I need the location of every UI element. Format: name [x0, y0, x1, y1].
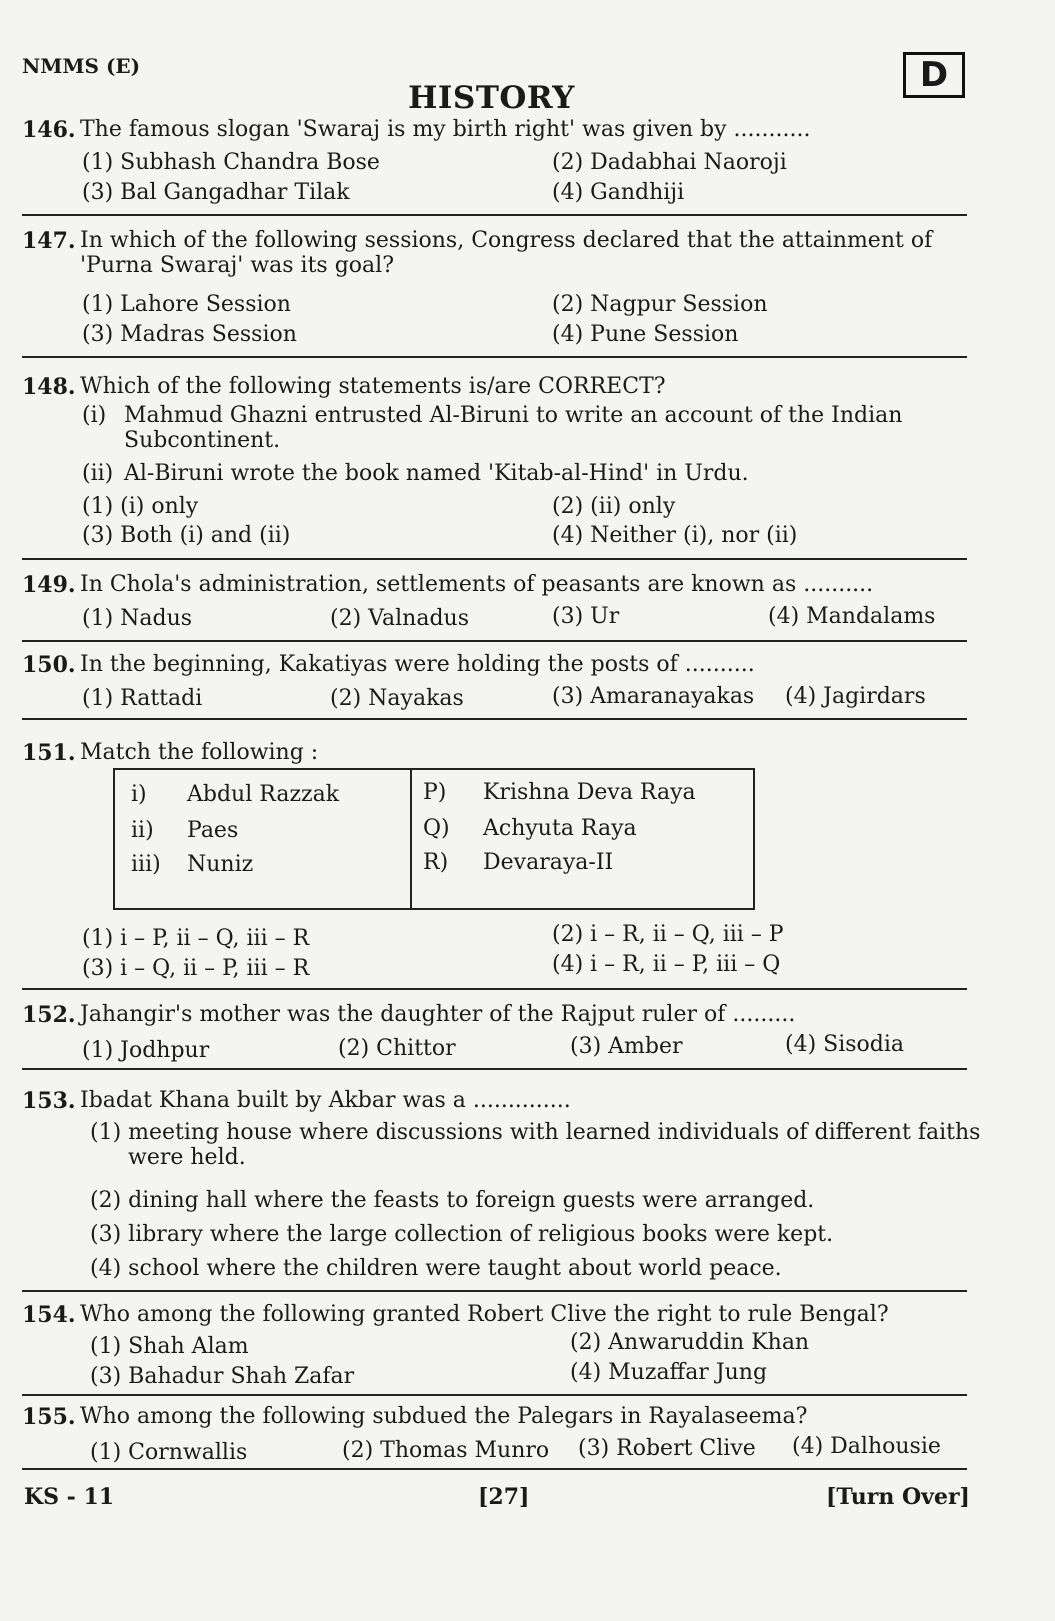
set-label: D [903, 52, 965, 98]
match-left-label: i) [131, 782, 147, 807]
question-text: Who among the following subdued the Palegars in Rayalaseema? [80, 1404, 808, 1429]
option-4: (4) Pune Session [552, 322, 739, 347]
option-1: (1) Cornwallis [90, 1440, 248, 1465]
option-4: (4) Neither (i), nor (ii) [552, 523, 798, 548]
question-147 [22, 228, 967, 278]
statement-label: (i) [82, 403, 107, 428]
option-3: (3) library where the large collection of religious books were kept. [90, 1222, 834, 1247]
divider [22, 1394, 967, 1396]
question-150 [22, 652, 967, 678]
question-text: Which of the following statements is/are CORRECT? [80, 374, 666, 399]
option-3: (3) Amber [570, 1034, 683, 1059]
question-number: 146. [22, 117, 76, 143]
option-1: (1) (i) only [82, 494, 199, 519]
option-1: (1) Shah Alam [90, 1334, 249, 1359]
option-4: (4) Jagirdars [785, 684, 926, 709]
match-right-text: Achyuta Raya [483, 816, 637, 841]
option-2: (2) Nayakas [330, 686, 464, 711]
question-number: 149. [22, 572, 76, 598]
option-4: (4) school where the children were taught about world peace. [90, 1256, 782, 1281]
divider [22, 558, 967, 560]
question-number: 155. [22, 1404, 76, 1430]
question-text: The famous slogan 'Swaraj is my birth right' was given by ........... [80, 117, 811, 142]
match-left-text: Nuniz [187, 852, 254, 877]
option-2: (2) Thomas Munro [342, 1438, 550, 1463]
question-155 [22, 1404, 967, 1430]
option-3: (3) Both (i) and (ii) [82, 523, 291, 548]
match-table [113, 768, 755, 910]
option-4: (4) i – R, ii – P, iii – Q [552, 952, 781, 977]
option-3: (3) Bahadur Shah Zafar [90, 1364, 355, 1389]
question-number: 150. [22, 652, 76, 678]
option-2: (2) Valnadus [330, 606, 470, 631]
question-151 [22, 740, 967, 766]
question-146 [22, 117, 967, 143]
divider [22, 1290, 967, 1292]
option-4: (4) Sisodia [785, 1032, 905, 1057]
question-number: 151. [22, 740, 76, 766]
option-1: (1) Lahore Session [82, 292, 291, 317]
match-left-text: Paes [187, 818, 239, 843]
turn-over-note: [Turn Over] [826, 1484, 970, 1510]
match-right-text: Krishna Deva Raya [483, 780, 696, 805]
option-2: (2) dining hall where the feasts to foreign guests were arranged. [90, 1188, 815, 1213]
divider [22, 1068, 967, 1070]
statement-ii [82, 461, 967, 486]
option-2: (2) Chittor [338, 1036, 456, 1061]
divider [22, 988, 967, 990]
option-2: (2) i – R, ii – Q, iii – P [552, 922, 784, 947]
question-148 [22, 374, 967, 400]
question-number: 147. [22, 228, 76, 254]
footer-code: KS - 11 [24, 1484, 115, 1510]
question-text: In which of the following sessions, Congress declared that the attainment of 'Purna Swaraj' was its goal? [80, 228, 933, 278]
question-text: Jahangir's mother was the daughter of the Rajput ruler of ......... [80, 1002, 796, 1027]
option-1: (1) Nadus [82, 606, 193, 631]
divider [22, 640, 967, 642]
question-text: Match the following : [80, 740, 319, 765]
option-2: (2) Dadabhai Naoroji [552, 150, 787, 175]
option-3: (3) Ur [552, 604, 620, 629]
question-149 [22, 572, 967, 598]
question-number: 152. [22, 1002, 76, 1028]
divider [22, 356, 967, 358]
match-left-label: iii) [131, 852, 161, 877]
question-154 [22, 1302, 967, 1328]
option-4: (4) Muzaffar Jung [570, 1360, 768, 1385]
option-4: (4) Dalhousie [792, 1434, 941, 1459]
option-3: (3) Bal Gangadhar Tilak [82, 180, 350, 205]
option-4: (4) Mandalams [768, 604, 936, 629]
statement-text: Al-Biruni wrote the book named 'Kitab-al-Hind' in Urdu. [124, 461, 749, 486]
option-2: (2) (ii) only [552, 494, 676, 519]
question-text: In the beginning, Kakatiyas were holding the posts of .......... [80, 652, 755, 677]
match-right-label: Q) [423, 816, 450, 841]
option-3: (3) Amaranayakas [552, 684, 755, 709]
option-3: (3) Madras Session [82, 322, 297, 347]
question-number: 154. [22, 1302, 76, 1328]
match-right-label: R) [423, 850, 449, 875]
question-text: Who among the following granted Robert Clive the right to rule Bengal? [80, 1302, 889, 1327]
option-2: (2) Anwaruddin Khan [570, 1330, 810, 1355]
option-1: (1) Rattadi [82, 686, 203, 711]
option-1: (1) Subhash Chandra Bose [82, 150, 380, 175]
question-number: 153. [22, 1088, 76, 1114]
divider [22, 718, 967, 720]
statement-label: (ii) [82, 461, 114, 486]
section-title: HISTORY [408, 80, 575, 116]
option-1: (1) i – P, ii – Q, iii – R [82, 926, 310, 951]
option-3: (3) Robert Clive [578, 1436, 756, 1461]
statement-text: Mahmud Ghazni entrusted Al-Biruni to write an account of the Indian Subcontinent. [124, 403, 903, 453]
match-left-label: ii) [131, 818, 154, 843]
question-text: In Chola's administration, settlements of peasants are known as .......... [80, 572, 874, 597]
exam-code: NMMS (E) [22, 54, 141, 78]
option-1: (1) meeting house where discussions with learned individuals of different faiths were held. [90, 1120, 981, 1170]
question-text: Ibadat Khana built by Akbar was a .............. [80, 1088, 571, 1113]
question-153 [22, 1088, 967, 1114]
match-right-text: Devaraya-II [483, 850, 614, 875]
match-left-text: Abdul Razzak [187, 782, 340, 807]
divider [22, 214, 967, 216]
statement-i [82, 403, 967, 453]
match-right-label: P) [423, 780, 447, 805]
question-number: 148. [22, 374, 76, 400]
divider [22, 1468, 967, 1470]
question-152 [22, 1002, 967, 1028]
option-1: (1) Jodhpur [82, 1038, 210, 1063]
option-4: (4) Gandhiji [552, 180, 685, 205]
option-2: (2) Nagpur Session [552, 292, 768, 317]
option-3: (3) i – Q, ii – P, iii – R [82, 956, 310, 981]
page-number: [27] [478, 1484, 530, 1510]
